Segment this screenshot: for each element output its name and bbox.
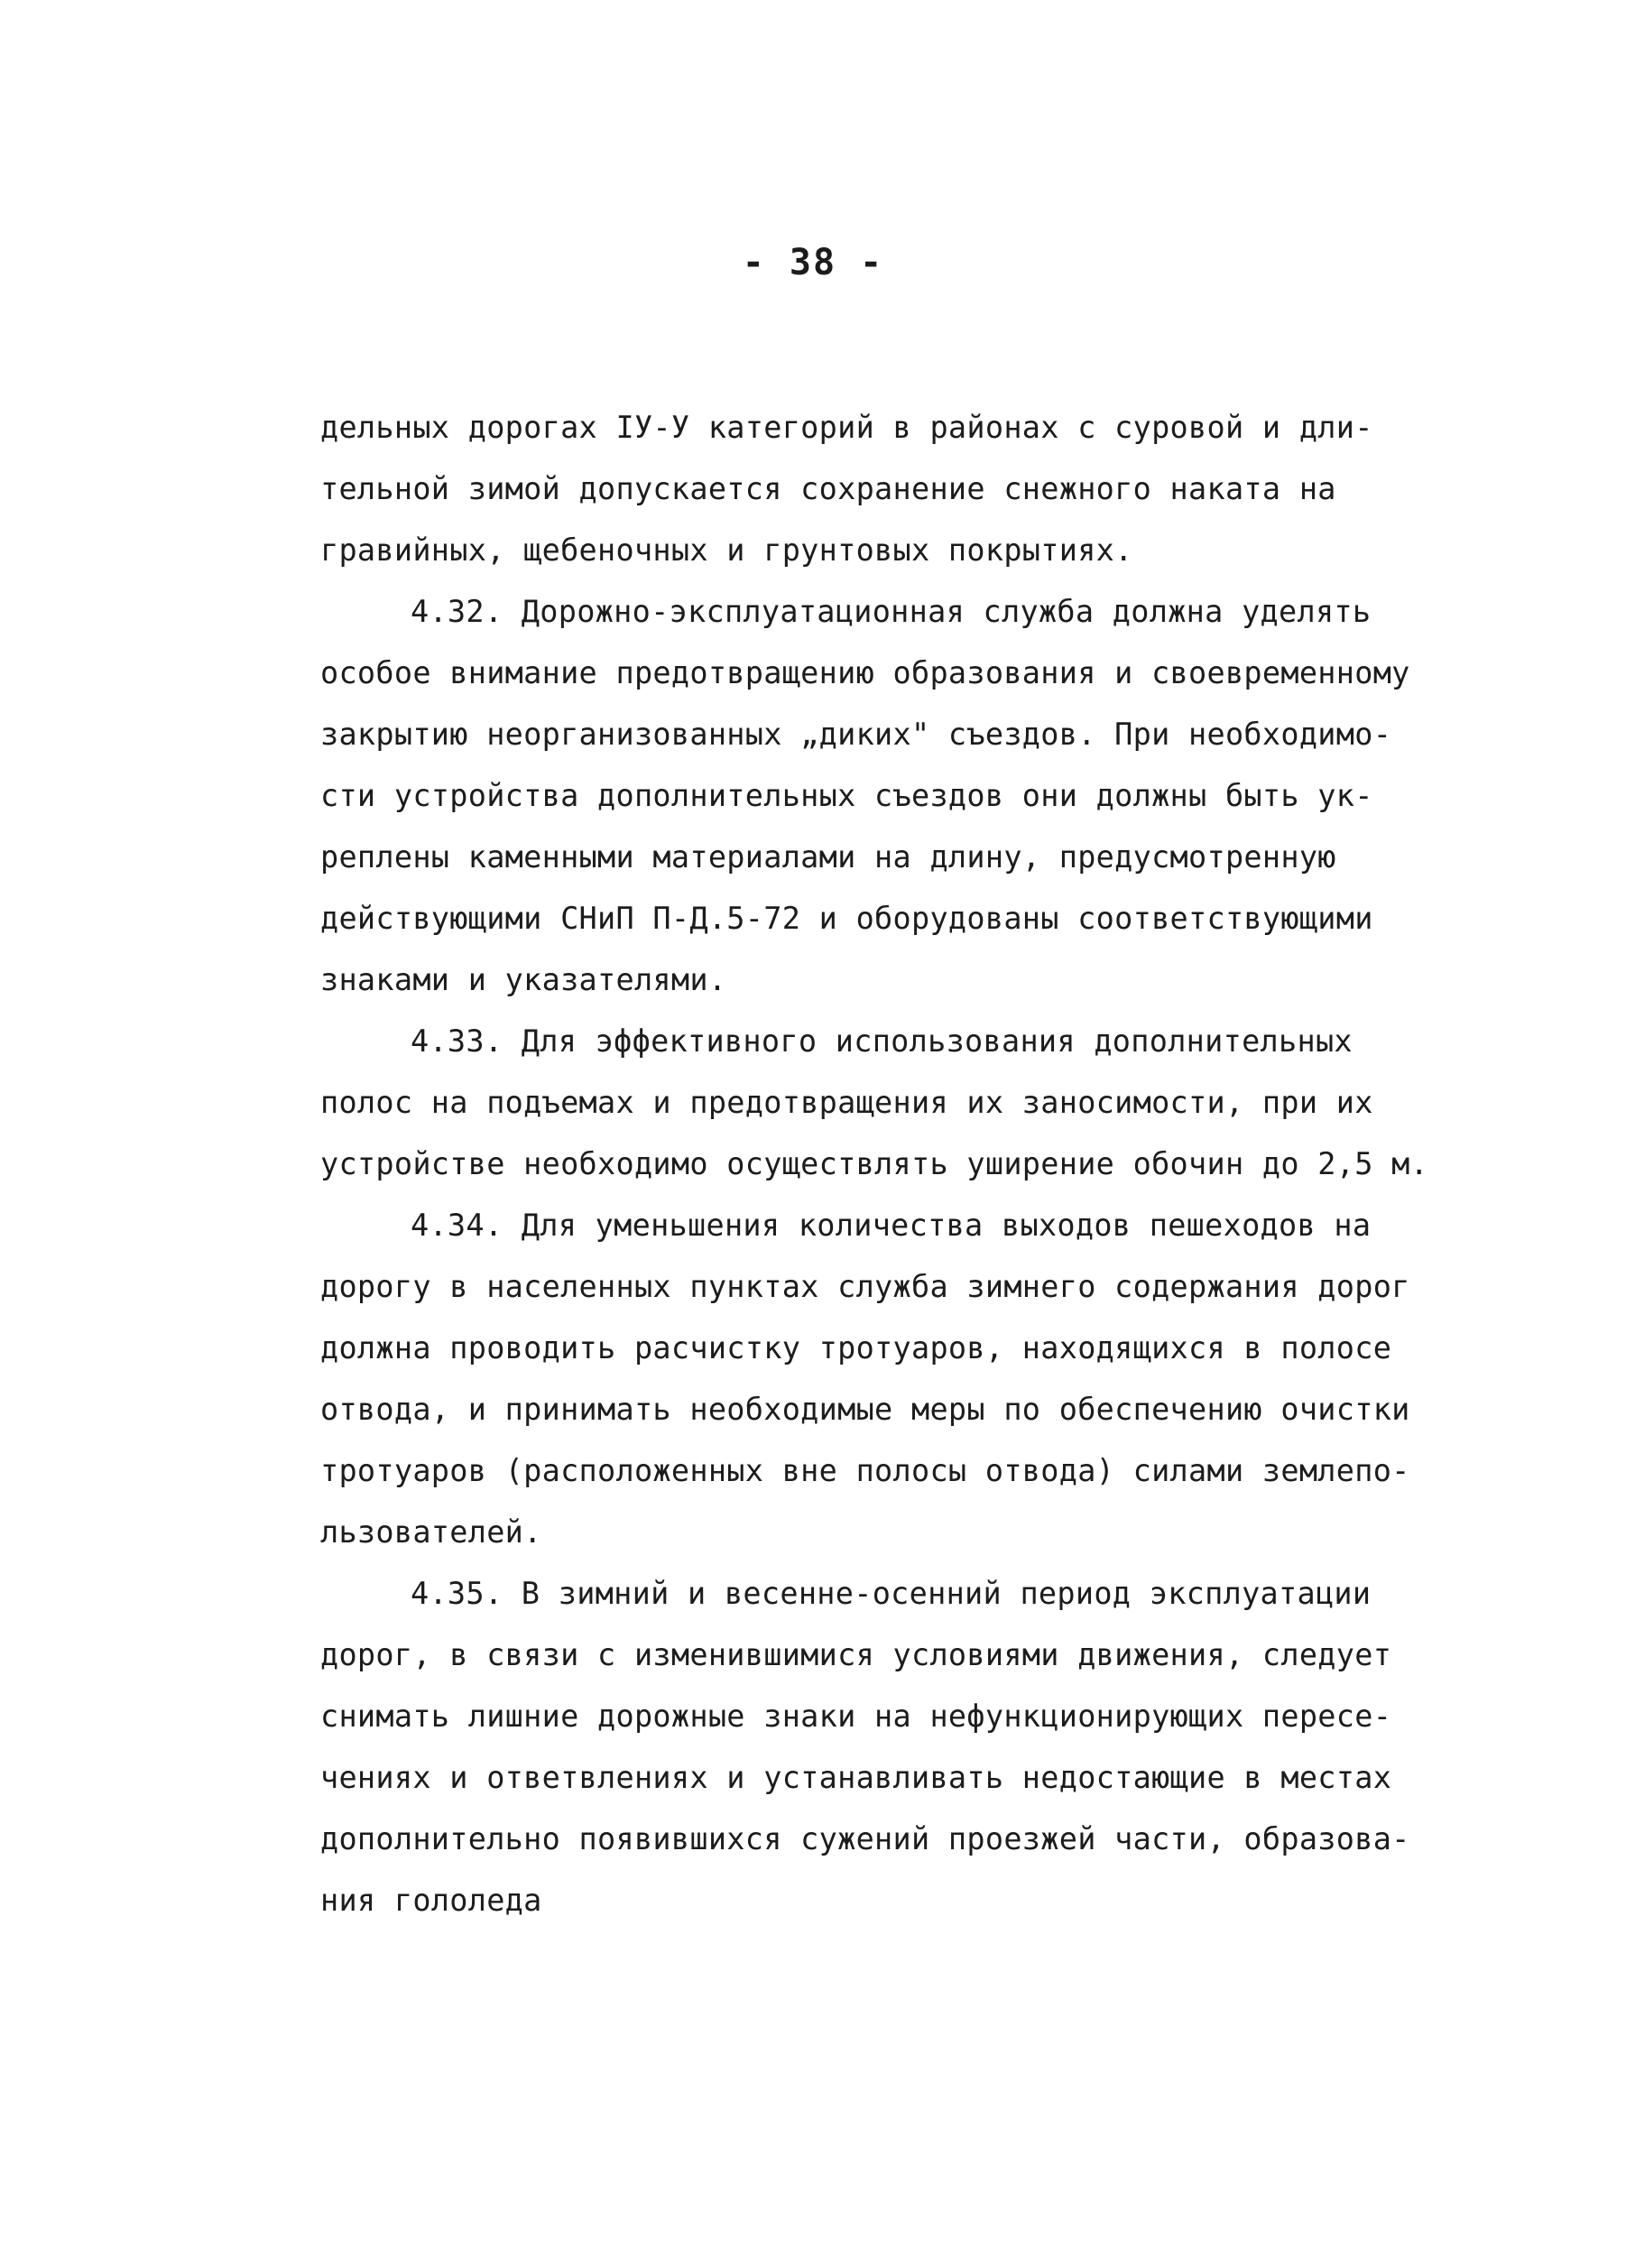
body-text: [320, 397, 1439, 1931]
paragraph-start-4-35: 4.35. В зимний и весенне-осенний период эксплуатации: [411, 1576, 1372, 1611]
text-line: гравийных, щебеночных и грунтовых покрытиях.: [320, 532, 1133, 568]
text-line: дорогу в населенных пунктах служба зимнего содержания дорог: [320, 1269, 1410, 1304]
text-line: тельной зимой допускается сохранение снежного наката на: [320, 471, 1336, 506]
text-line: закрытию неорганизованных „диких" съездов. При необходимо-: [320, 717, 1392, 752]
text-line: дорог, в связи с изменившимися условиями движения, следует: [320, 1637, 1392, 1672]
text-line: чениях и ответвлениях и устанавливать недостающие в местах: [320, 1760, 1392, 1795]
text-line: устройстве необходимо осуществлять уширение обочин до 2,5 м.: [320, 1146, 1429, 1181]
text-line: должна проводить расчистку тротуаров, находящихся в полосе: [320, 1330, 1392, 1365]
text-line: отвода, и принимать необходимые меры по обеспечению очистки: [320, 1392, 1410, 1427]
text-line: знаками и указателями.: [320, 962, 727, 997]
page-number: - 38 -: [742, 242, 884, 283]
text-line: дельных дорогах IУ-У категорий в районах с суровой и дли-: [320, 410, 1373, 445]
text-line: полос на подъемах и предотвращения их заносимости, при их: [320, 1085, 1373, 1120]
text-line: снимать лишние дорожные знаки на нефункционирующих пересе-: [320, 1699, 1392, 1734]
text-line: особое внимание предотвращению образования и своевременному: [320, 655, 1410, 690]
paragraph-start-4-33: 4.33. Для эффективного использования дополнительных: [411, 1023, 1353, 1059]
paragraph-start-4-34: 4.34. Для уменьшения количества выходов пешеходов на: [411, 1208, 1372, 1243]
text-line: дополнительно появившихся сужений проезжей части, образова-: [320, 1821, 1410, 1856]
text-line: льзователей.: [320, 1514, 542, 1550]
text-line: ния гололеда: [320, 1883, 542, 1918]
text-line: действующими СНиП П-Д.5-72 и оборудованы соответствующими: [320, 901, 1373, 936]
text-line: тротуаров (расположенных вне полосы отвода) силами землепо-: [320, 1453, 1410, 1488]
text-line: сти устройства дополнительных съездов они должны быть ук-: [320, 778, 1373, 813]
text-line: реплены каменными материалами на длину, предусмотренную: [320, 839, 1336, 875]
paragraph-start-4-32: 4.32. Дорожно-эксплуатационная служба должна уделять: [411, 594, 1372, 629]
